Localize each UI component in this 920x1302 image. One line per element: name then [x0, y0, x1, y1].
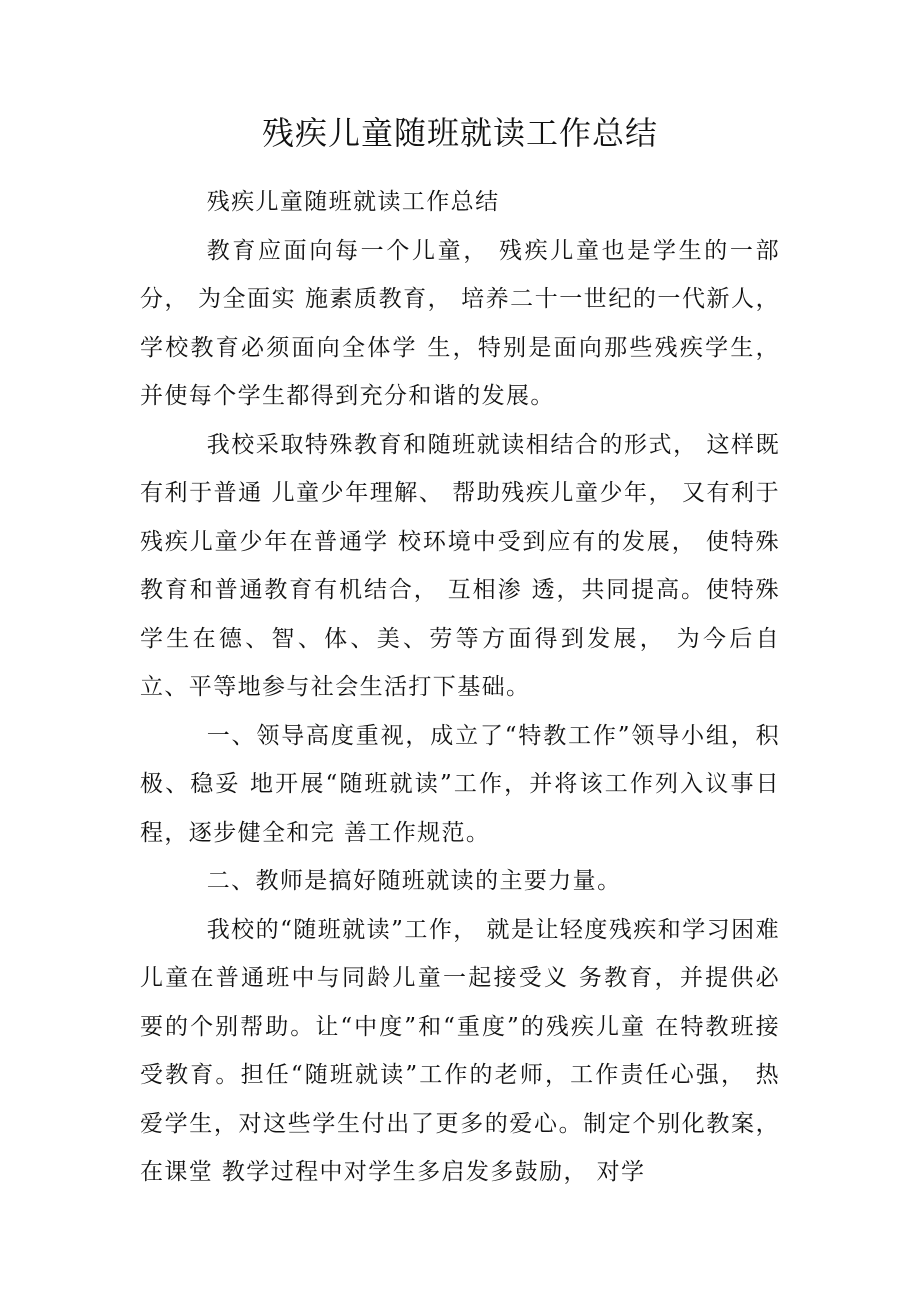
paragraph-section-two-body: 我校的“随班就读”工作， 就是让轻度残疾和学习困难儿童在普通班中与同龄儿童一起接受义 务教育，并提供必要的个别帮助。让“中度”和“重度”的残疾儿童 在特教班接受教育。担任“随班就读”工作的老师，工作责任心强， 热爱学生，对这些学生付出了更多的爱心。制定个别化教案，在课堂 教学过程中对学生多启发多鼓励， 对学	[140, 916, 780, 1185]
paragraph-subtitle: 残疾儿童随班就读工作总结	[206, 189, 500, 215]
document-body	[140, 178, 780, 1197]
paragraph-school-approach: 我校采取特殊教育和随班就读相结合的形式， 这样既有利于普通 儿童少年理解、 帮助残疾儿童少年， 又有利于残疾儿童少年在普通学 校环境中受到应有的发展， 使特殊教育和普通教育有机结合， 互相渗 透，共同提高。使特殊学生在德、智、体、美、劳等方面得到发展， 为今后自立、平等地参与社会生活打下基础。	[140, 431, 780, 700]
paragraph-intro: 教育应面向每一个儿童， 残疾儿童也是学生的一部分， 为全面实 施素质教育， 培养二十一世纪的一代新人，学校教育必须面向全体学 生，特别是面向那些残疾学生，并使每个学生都得到充分和谐的发展。	[140, 237, 780, 409]
paragraph-section-one: 一、领导高度重视，成立了“特教工作”领导小组，积极、稳妥 地开展“随班就读”工作，并将该工作列入议事日程，逐步健全和完 善工作规范。	[140, 722, 780, 846]
document-title: 残疾儿童随班就读工作总结	[261, 114, 658, 152]
paragraph-section-two-heading: 二、教师是搞好随班就读的主要力量。	[206, 868, 622, 894]
